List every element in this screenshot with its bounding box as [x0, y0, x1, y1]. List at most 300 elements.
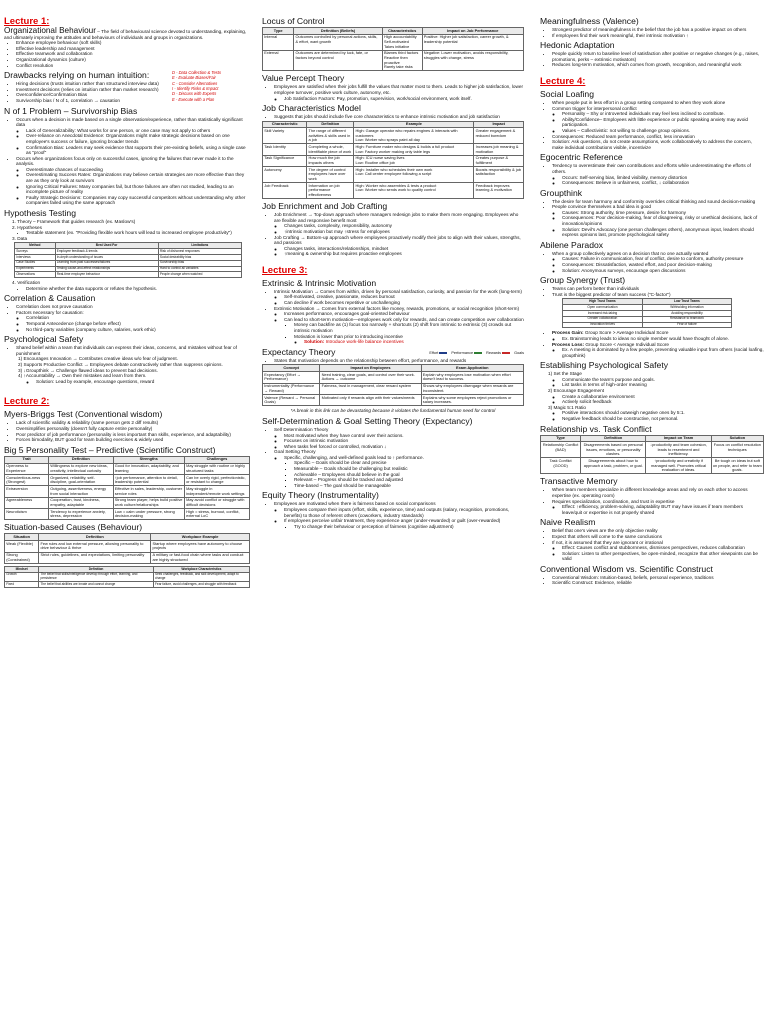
table-header: Workplace Characteristics	[153, 566, 249, 572]
table-cell: The degree of control employees have over work	[307, 167, 354, 183]
vpt-list	[262, 84, 524, 101]
list-item: ◦ Ignoring Critical Failures: Many companies fail, but those failures are often not studied, leading to an incomplete picture of reality	[26, 184, 250, 195]
transactive-list	[540, 487, 764, 515]
table-header: Strengths	[113, 456, 184, 463]
column-right	[540, 16, 764, 586]
list-item-text: If not, it is assumed that they are ignorant or irrational	[552, 539, 663, 545]
sdgst-list	[262, 427, 524, 489]
table-cell: High = stress, burnout, conflict, external LoC	[184, 509, 249, 520]
list-item-text: Common trigger for interpersonal conflict	[552, 105, 637, 111]
expectancy-legend	[429, 351, 524, 355]
list-item	[274, 84, 524, 101]
table-cell: Explain why employees lose motivation when effort doesn't lead to success.	[421, 372, 523, 383]
table-header: Best Used For	[55, 243, 158, 249]
hypothesis-step-4-list	[4, 286, 250, 292]
list-item	[274, 289, 524, 306]
table-header: Type	[263, 28, 294, 35]
list-item-text: Employees are motivated when there is fairness based on social comparisons	[274, 501, 436, 507]
table-cell: Autonomy	[263, 167, 307, 183]
list-item: ◦ Solution: Lead by example, encourage questions, reward	[36, 379, 250, 385]
expectancy-title: Expectancy Theory	[262, 346, 336, 357]
list-item-text: Specific, challenging, and well-defined goals lead to ↑ performance.	[284, 454, 424, 460]
table-cell: Explains why some employees reject promotions or salary increases.	[421, 394, 523, 405]
solution-text: Introduce work-life balance incentives	[324, 339, 404, 345]
list-item	[552, 342, 764, 359]
list-item: ◦ Correlation	[26, 315, 250, 321]
list-item: • Survivorship bias / N of 1, correlation → causation	[16, 98, 166, 104]
meaning-title: Meaningfulness (Valence)	[540, 16, 639, 26]
list-item-text: Motivation is lower than prior to introducing incentive	[294, 333, 403, 339]
list-item: ◦ Over-reliance on Anecdotal Evidence: Organizations might make strategic decisions based on one employee's success or failure, ignoring broader trends	[26, 133, 250, 144]
table-cell: Creates purpose & fulfillment	[474, 155, 524, 166]
table-cell: Information on job performance effectiveness	[307, 183, 354, 199]
table-cell: ↑productivity and creativity if managed well. Promotes critical evaluation of ideas.	[646, 458, 711, 474]
table-cell: Neuroticism	[5, 509, 49, 520]
list-item: • Poor predictor of job performance (personality is less important than skills, experience, and adaptability)	[16, 432, 250, 438]
table-header: Mindset	[5, 566, 39, 572]
table-cell: Willingness to explore new ideas, creativity, intellectual curiosity	[49, 463, 113, 474]
list-item: ◦ Ability/Confidence– Employees with little experience or public speaking anxiety may avoid participation.	[562, 117, 764, 128]
hedonic-list	[540, 51, 764, 68]
table-row	[5, 474, 250, 485]
table-header: Low Trust Teams	[642, 299, 731, 305]
expectancy-note: *A break in this link can be devastating because it violates the fundamental human need for control	[290, 408, 496, 414]
list-item: • Suggests that jobs should include five core characteristics to enhance intrinsic motivation and job satisfaction	[274, 114, 524, 120]
establishing-step-1-list	[540, 377, 764, 388]
table-cell: Interviews	[15, 254, 56, 260]
lecture-4-heading: Lecture 4:	[540, 75, 586, 87]
table-cell: Strong team player, helps build positive work culture/relationships	[114, 497, 183, 507]
legend-swatch	[439, 352, 447, 354]
psych-safety-title: Psychological Safety	[4, 334, 84, 345]
establishing-step: 2) Encourage Engagement	[548, 388, 605, 394]
column-left	[4, 16, 250, 590]
list-item: • The desire for team harmony and conformity overrides critical thinking and sound decision-making	[552, 199, 764, 205]
groupthink-list	[540, 199, 764, 238]
table-cell: Weak (Flexible)	[5, 541, 39, 552]
table-row	[5, 541, 250, 552]
list-item-text: People convince themselves a bad idea is good	[552, 204, 652, 210]
list-item-text: Can lead to short-term motivation—employees work only for rewards, and can create competition over collaboration	[284, 316, 524, 322]
table-cell: Outcomes are determined by luck, fate, or factors beyond control	[294, 50, 382, 71]
hypothesis-title: Hypothesis Testing	[4, 208, 76, 219]
list-item	[552, 499, 764, 516]
expectancy-table	[262, 364, 524, 406]
list-item: • If employees find their work meaningful, their intrinsic motivation ↑	[552, 33, 764, 39]
research-methods-table	[14, 242, 242, 278]
table-cell: Startup where employees have autonomy to choose projects	[151, 541, 250, 552]
enrich-list	[262, 212, 524, 257]
table-header: Definition (Beliefs)	[294, 28, 382, 35]
enrich-title: Job Enrichment and Job Crafting	[262, 201, 388, 212]
table-cell: Shows why employees disengage when rewards are inconsistent.	[421, 383, 523, 394]
list-item-text: Job Enrichment → Top-down approach where managers redesign jobs to make them more engaging. Employees who are flexible and responsive benefit most	[274, 212, 519, 223]
drawbacks-title: Drawbacks relying on human intuition:	[4, 70, 150, 81]
list-item: ◦ Create a collaborative environment	[562, 394, 764, 400]
list-item-text: Extrinsic Motivation → Comes from external factors like money, rewards, promotions, or social recognition (short-term)	[274, 305, 520, 311]
n-of-1-list	[4, 117, 250, 207]
mbti-title: Myers-Briggs Test (Conventional wisdom)	[4, 409, 163, 420]
list-item: ▪ Try to change their behaviour or perception of fairness (cognitive adjustment)	[294, 524, 524, 530]
table-cell: The belief that abilities are innate and cannot change	[39, 582, 154, 588]
eim-title: Extrinsic & Intrinsic Motivation	[262, 277, 377, 288]
list-item: ◦ ↑meaning & ownership but requires proactive employees	[284, 251, 524, 257]
table-cell: Innovation thrives	[563, 322, 643, 328]
list-item: ◦ Ex. A meeting is dominated by a few people, preventing valuable input from others (social loafing, groupthink)	[562, 347, 764, 358]
table-cell: Extraversion	[5, 486, 49, 497]
table-cell: The range of different activities & skills used in a job	[307, 128, 354, 144]
list-item: ◦ Most motivated when they have control over their actions.	[284, 433, 524, 439]
list-item: ◦ Solution: Anonymous surveys, encourage open discussions	[562, 268, 764, 274]
table-cell: Need training, clear goals, and control over their work. Actions → outcome	[320, 372, 421, 383]
table-cell: May avoid conflict or struggle with difficult decisions	[184, 497, 249, 508]
psych-safety-solution-list	[4, 379, 250, 385]
jct-title: Job Characteristics Model	[262, 103, 361, 114]
hypothesis-step-3: 3. Data	[12, 235, 28, 241]
process-list	[540, 330, 764, 358]
list-item: ◦ Causes: Failure in communication, fear of conflict, desire to conform, authority pressure	[562, 256, 764, 262]
table-cell: Positive: Higher job satisfaction, career growth, & leadership potential	[422, 34, 523, 50]
table-cell: Task Conflict (GOOD)	[541, 458, 581, 474]
list-item-text: Occurs when a decision is made based on a single observation/experience, rather than statistically significant data	[16, 116, 243, 128]
table-cell: Disagreements based on personal issues, emotions, or personality clashes.	[581, 442, 646, 458]
table-cell: Cooperation, trust, kindness, empathy, adaptable	[49, 497, 113, 508]
list-item	[552, 330, 764, 341]
list-item: ▪ Time-based – The goal should be manageable	[294, 483, 524, 489]
list-item: ◦ Consequences: Poor decision-making, fear of disagreeing, risky or unethical decisions, lack of innovation/opinions	[562, 215, 764, 226]
eim-list	[262, 289, 524, 345]
abilene-list	[540, 251, 764, 273]
conventional-title: Conventional Wisdom vs. Scientific Construct	[540, 563, 713, 574]
list-item: • Shared belief within a team that individuals can express their ideas, concerns, and mistakes without fear of punishment	[16, 345, 250, 356]
list-item: ◦ Solution: Listen to other perspectives, be open-minded, recognize that other viewpoints can be valid	[562, 551, 764, 562]
list-item: • Consequences: Reduced team performance, conflict, less innovation	[552, 134, 764, 140]
lecture-2-heading: Lecture 2:	[4, 396, 50, 408]
list-item	[16, 156, 250, 206]
table-cell: Social desirability bias	[158, 254, 241, 260]
table-row	[5, 509, 250, 520]
table-cell: High: ICU nurse saving lives Low: Routine office job	[354, 155, 474, 166]
list-item: ◦ Actively solicit feedback	[562, 399, 764, 405]
table-header: Concept	[263, 365, 320, 372]
list-item-text: Employees are satisfied when their jobs fulfill the values that matter most to them. Leads to higher job satisfaction, lower employee turnover, positive work culture, autonomy, etc.	[274, 84, 524, 95]
list-item	[284, 317, 524, 345]
groupthink-title: Groupthink	[540, 187, 583, 198]
list-item: • Organizational dynamics (culture)	[16, 57, 250, 63]
table-cell: Fear of failure	[642, 322, 731, 328]
table-cell: Disagreements about how to approach a task, problem, or goal.	[581, 458, 646, 474]
table-cell: ↓productivity and team cohesion, leads to resentment and inefficiency.	[646, 442, 711, 458]
psych-safety-point: 4) ↑Accountability → Own their mistakes and learn from them.	[18, 373, 147, 379]
situation-title: Situation-based Causes (Behaviour)	[4, 522, 143, 533]
list-item: ◦ Positive interactions should outweigh negative ones by 5:1.	[562, 410, 764, 416]
legend-label: Effort	[429, 350, 439, 355]
table-cell: Blames third factors Reactive then proactive Rarely take risks	[382, 50, 422, 71]
table-header: Impact on Team	[646, 435, 711, 442]
table-cell: Focus on conflict resolution techniques	[711, 442, 763, 458]
list-item: ▪ Achievable – Employees should believe in the goal	[294, 472, 524, 478]
table-cell: Avoiding responsibility	[642, 310, 731, 316]
table-cell: High: Garage operator who repairs engines & interacts with customers Low: Worker who sprays paint all day	[354, 128, 474, 144]
table-cell: ↑job performance, attention to detail, leadership potential	[113, 474, 184, 485]
list-item: ◦ Employees compare their inputs (effort, skills, experience, time) and outputs (salary, recognition, promotions, benefits) to those of referent others (coworkers, industry standards)	[284, 507, 524, 518]
table-cell: High accountability Self-motivated Takes initiative	[382, 34, 422, 50]
list-item	[274, 501, 524, 529]
list-item: ◦ Effect: ↑efficiency, problem-solving, adaptability BUT may have issues if team members leave/quit or expertise is not properly shared	[562, 504, 764, 515]
list-item	[552, 163, 764, 185]
naive-list	[540, 528, 764, 562]
list-item: • Lack of scientific validity & reliability (same person gets 2 diff results)	[16, 420, 250, 426]
n-of-1-title: N of 1 Problem – Survivorship Bias	[4, 105, 138, 116]
table-cell: Completing a whole, identifiable piece of work	[307, 144, 354, 155]
table-cell: Internal	[263, 34, 294, 50]
list-item	[294, 334, 524, 345]
list-item	[552, 540, 764, 562]
situation-table	[4, 533, 250, 564]
table-header: Solution	[711, 435, 763, 442]
list-item: ◦ Temporal Antecedence (change before effect)	[26, 321, 250, 327]
list-item: • Conventional Wisdom: Intuition-based, beliefs, personal experience, traditions	[552, 575, 764, 581]
table-cell: Organized, reliability, self-discipline, goal-orientation	[49, 474, 113, 485]
establishing-step-3-list	[540, 410, 764, 421]
table-header: Limitations	[158, 243, 241, 249]
sidenote: C - Consider Alternatives	[172, 80, 218, 86]
list-item	[552, 106, 764, 134]
list-item: ◦ ↑intrinsic motivation but may ↑stress for employees	[284, 229, 524, 235]
list-item: • Effective leadership and management	[16, 46, 250, 52]
table-cell: Surveys	[15, 249, 56, 255]
table-cell: Hard to control all variables	[158, 266, 241, 272]
list-item-text: Intrinsic Motivation → Comes from within, driven by personal satisfaction, curiosity, and passion for the work (long-term)	[274, 288, 522, 294]
table-cell: Expectancy (Effort → Performance)	[263, 372, 320, 383]
mindset-table	[4, 566, 250, 588]
list-item-text: If employees perceive unfair treatment, they experience anger (under-rewarded) or guilt (over-rewarded)	[284, 518, 501, 524]
table-cell: Task Significance	[263, 155, 307, 166]
establishing-step: 3) Magic 5:1 Ratio	[548, 404, 587, 410]
ob-definition	[4, 28, 250, 40]
table-cell: Task Identity	[263, 144, 307, 155]
table-cell: Fear failure, avoid challenges, and struggle with feedback	[153, 582, 249, 588]
list-item-text: Self Determination Theory	[274, 426, 329, 432]
meaning-list	[540, 27, 764, 38]
table-cell: External	[263, 50, 294, 71]
list-item: ◦ Confirmation Bias: Leaders may seek evidence that supports their pre-existing beliefs, using a single case as "proof"	[26, 145, 250, 156]
job-characteristics-table	[262, 121, 524, 199]
list-item-text: Goal Setting Theory	[274, 449, 316, 455]
table-header: Situation	[5, 534, 39, 541]
mbti-list	[4, 420, 250, 442]
legend-swatch	[474, 352, 482, 354]
table-header: Definition	[49, 456, 113, 463]
table-cell: Fairness, trust in management, clear reward system	[320, 383, 421, 394]
table-cell: Openness to Experience	[5, 463, 49, 474]
big5-table	[4, 456, 250, 521]
list-item: • Overconfidence/Confirmation Bias	[16, 92, 166, 98]
table-cell: Agreeableness	[5, 497, 49, 508]
equity-list	[262, 501, 524, 529]
table-header: Type	[541, 435, 581, 442]
table-row	[263, 128, 524, 144]
list-item: ◦ Solution: Devil's Advocacy (one person challenges others), anonymous input, leaders should express opinions last, promote psychological safety	[562, 227, 764, 238]
psych-safety-point: 3) ↓Groupthink → Challenge flawed ideas to prevent bad decisions.	[18, 367, 158, 373]
table-cell: Effective in sales, leadership, customer service roles	[113, 486, 184, 497]
table-cell: Boosts responsibility & job satisfaction	[474, 167, 524, 183]
hypothesis-step-2-list	[4, 230, 250, 236]
list-item: ◦ Focuses on intrinsic motivation	[284, 438, 524, 444]
list-item	[274, 449, 524, 488]
table-row	[5, 572, 250, 581]
list-item-text: Requires specialization, coordination, and trust in expertise	[552, 498, 675, 504]
list-item: ◦ Faulty Strategic Decisions: Companies may copy successful competitors without understanding why other companies failed using the same approach	[26, 195, 250, 206]
list-item: ◦ Overestimate chances of succeeding	[26, 167, 250, 173]
expectancy-header	[262, 347, 524, 357]
table-row	[5, 497, 250, 508]
loafing-title: Social Loafing	[540, 88, 594, 99]
table-row	[263, 394, 524, 405]
decide-sidenotes	[172, 70, 221, 102]
list-item: • Reduces long-term motivation, which comes from growth, recognition, and meaningful work	[552, 62, 764, 68]
big5-title: Big 5 Personality Test – Predictive (Scientific Construct)	[4, 444, 216, 455]
process-gain-text: Group Score > Average Individual Score	[583, 330, 669, 336]
list-item: ◦ Effect: Causes conflict and stubbornness, dismisses perspectives, reduces collaboration	[562, 545, 764, 551]
table-row	[263, 383, 524, 394]
table-header: Definition	[581, 435, 646, 442]
list-item: ◦ Overestimating Success Rates: Organizations may believe certain strategies are more effective than they are as they only look at survivors	[26, 172, 250, 183]
table-cell: A military or fast-food chain where tasks and conduct are highly structured	[151, 552, 250, 563]
list-item	[552, 204, 764, 238]
list-item: ◦ Values – Collectivistic: not willing to challenge group opinions.	[562, 128, 764, 134]
list-item: • When team members specialize in different knowledge areas and rely on each other to access expertise (ex. operating room)	[552, 487, 764, 498]
list-item-text: Occurs when organizations focus only on successful cases, ignoring the failures that never made it to the analysis.	[16, 155, 234, 167]
table-cell: Can be overly rigid, perfectionistic, or resistant to change	[184, 474, 249, 485]
egocentric-list	[540, 163, 764, 185]
list-item: • Strongest predictor of meaningfulness is the belief that the job has a positive impact on others	[552, 27, 764, 33]
sidenote: I - Identify Risks & Impact	[172, 86, 219, 92]
table-cell: In-depth understanding of issues	[55, 254, 158, 260]
list-item: ◦ When tasks feel forced or controlled, motivation ↓	[284, 444, 524, 450]
table-header: Workplace Example	[151, 534, 250, 541]
hypothesis-step-2: 2. Hypotheses	[12, 224, 42, 230]
list-item: • Solution: Ask questions, do not create assumptions, work collaboratively to address the concern, make individual contributions visible, incentivize	[552, 139, 764, 150]
table-cell: Real-time employee behaviour	[55, 272, 158, 278]
list-item: ◦ Causes: Strong authority, time pressure, desire for harmony	[562, 210, 764, 216]
table-header-row	[5, 534, 250, 541]
table-cell: Valence (Reward → Personal Goals)	[263, 394, 320, 405]
list-item-text: Tendency to overestimate their own contributions and efforts while underestimating the efforts of others.	[552, 163, 751, 174]
list-item: • Effective teamwork and collaboration	[16, 51, 250, 57]
list-item: • Trust is the biggest predictor of team success ("C-factor")	[552, 292, 764, 298]
list-item: ◦ Consequences: Dissatisfaction, wasted effort, and poor decision-making	[562, 262, 764, 268]
list-item-text: Job Crafting → Bottom-up approach where employees proactively modify their jobs to align with their values, strengths, and passions	[274, 234, 521, 246]
table-cell: Good for innovation, adaptability, and learning	[113, 463, 184, 474]
table-header: Definition	[39, 534, 151, 541]
list-item: • Belief that one's views are the only objective reality	[552, 528, 764, 534]
list-item	[274, 212, 524, 234]
table-cell: Tendency to experience anxiety, stress, depression	[49, 509, 113, 520]
list-item: ▪ Measurable – Goals should be challenging but realistic	[294, 466, 524, 472]
sidenote: D - Discuss with Experts	[172, 91, 217, 97]
drawbacks-section	[4, 70, 250, 103]
list-item: • Teams can perform better than individuals	[552, 286, 764, 292]
hypothesis-step-1: 1. Theory – Framework that guides research (ex. Maslow's)	[12, 219, 136, 225]
legend-label: Rewards	[486, 350, 502, 355]
table-cell: Case Studies	[15, 260, 56, 266]
table-row	[263, 144, 524, 155]
list-item: ▪ Money can backfire as (1) focus too narrowly + shortcuts (2) shift from intrinsic to extrinsic (3) crowds out intrinsic motivation	[294, 322, 524, 333]
table-header: Impact	[474, 121, 524, 128]
lecture-1-heading: Lecture 1:	[4, 16, 50, 27]
table-cell: Risk of dishonest responses	[158, 249, 241, 255]
list-item: • Determine whether the data supports or refutes the hypothesis.	[26, 286, 250, 292]
list-item: ▪ Specific – Goals should be clear and precise	[294, 460, 524, 466]
list-item: • Conflict resolution	[16, 63, 250, 69]
process-gain-label: Process Gain:	[552, 330, 584, 336]
table-row	[541, 442, 764, 458]
equity-title: Equity Theory (Instrumentality)	[262, 490, 379, 501]
list-item: ◦ List tasks in terms of high-order meaning	[562, 382, 764, 388]
table-header-row	[263, 28, 524, 35]
table-cell: Increases job meaning & motivation	[474, 144, 524, 155]
egocentric-title: Egocentric Reference	[540, 152, 623, 163]
table-cell: Increased risk-taking	[563, 310, 643, 316]
table-header: Method	[15, 243, 56, 249]
table-cell: Survivorship bias	[158, 260, 241, 266]
table-header: Characteristic	[263, 121, 307, 128]
table-header: Exam Application	[421, 365, 523, 372]
hypothesis-step-4: 4. Verification	[12, 280, 41, 286]
list-item: • When people put in less effort in a group setting compared to when they work alone	[552, 100, 764, 106]
list-item	[16, 310, 250, 332]
list-item: • Correlation does not prove causation	[16, 304, 250, 310]
list-item	[552, 251, 764, 273]
conflict-table	[540, 435, 764, 475]
conventional-list	[540, 575, 764, 586]
list-item: ◦ Increases performance, encourages goal-oriented behaviour	[284, 311, 524, 317]
list-item: • States that motivation depends on the relationship between effort, performance, and rewards	[274, 358, 524, 364]
list-item	[274, 427, 524, 449]
table-cell: Observations	[15, 272, 56, 278]
table-cell: Job Feedback	[263, 183, 307, 199]
table-header: Characteristics	[382, 28, 422, 35]
table-row	[263, 50, 524, 71]
relationship-title: Relationship vs. Task Conflict	[540, 423, 652, 434]
list-item: • Scientific Construct: Evidence, reliable	[552, 580, 764, 586]
table-cell: Employee feedback & trends	[55, 249, 158, 255]
naive-title: Naive Realism	[540, 517, 596, 528]
table-header: Impact on Job Performance	[422, 28, 523, 35]
table-row	[263, 155, 524, 166]
table-header-row	[5, 456, 250, 463]
list-item: ◦ No third-party variables (company culture, salaries, work ethic)	[26, 327, 250, 333]
synergy-list	[540, 286, 764, 297]
psych-safety-point: 1) Encourages Innovation → Contributes creative ideas w/o fear of judgment.	[18, 356, 178, 362]
jct-list	[262, 114, 524, 120]
synergy-title: Group Synergy (Trust)	[540, 275, 626, 286]
list-item: ◦ Self-motivated, creative, passionate, reduces burnout	[284, 294, 524, 300]
table-cell: Greater engagement & reduced boredom	[474, 128, 524, 144]
sdgst-title: Self-Determination & Goal Setting Theory (Expectancy)	[262, 415, 473, 426]
list-item	[284, 455, 524, 489]
table-cell: May struggle in independent/remote work settings	[184, 486, 249, 497]
table-header: High Trust Teams	[563, 299, 643, 305]
list-item: ◦ Changes tasks, interactions/relationships, mindset	[284, 246, 524, 252]
table-row	[263, 183, 524, 199]
table-row	[563, 322, 732, 328]
list-item: • Enhance employee behaviour (soft skills)	[16, 40, 250, 46]
process-loss-label: Process Loss:	[552, 341, 585, 347]
correlation-title: Correlation & Causation	[4, 293, 96, 304]
table-cell: Feedback improves learning & motivation	[474, 183, 524, 199]
